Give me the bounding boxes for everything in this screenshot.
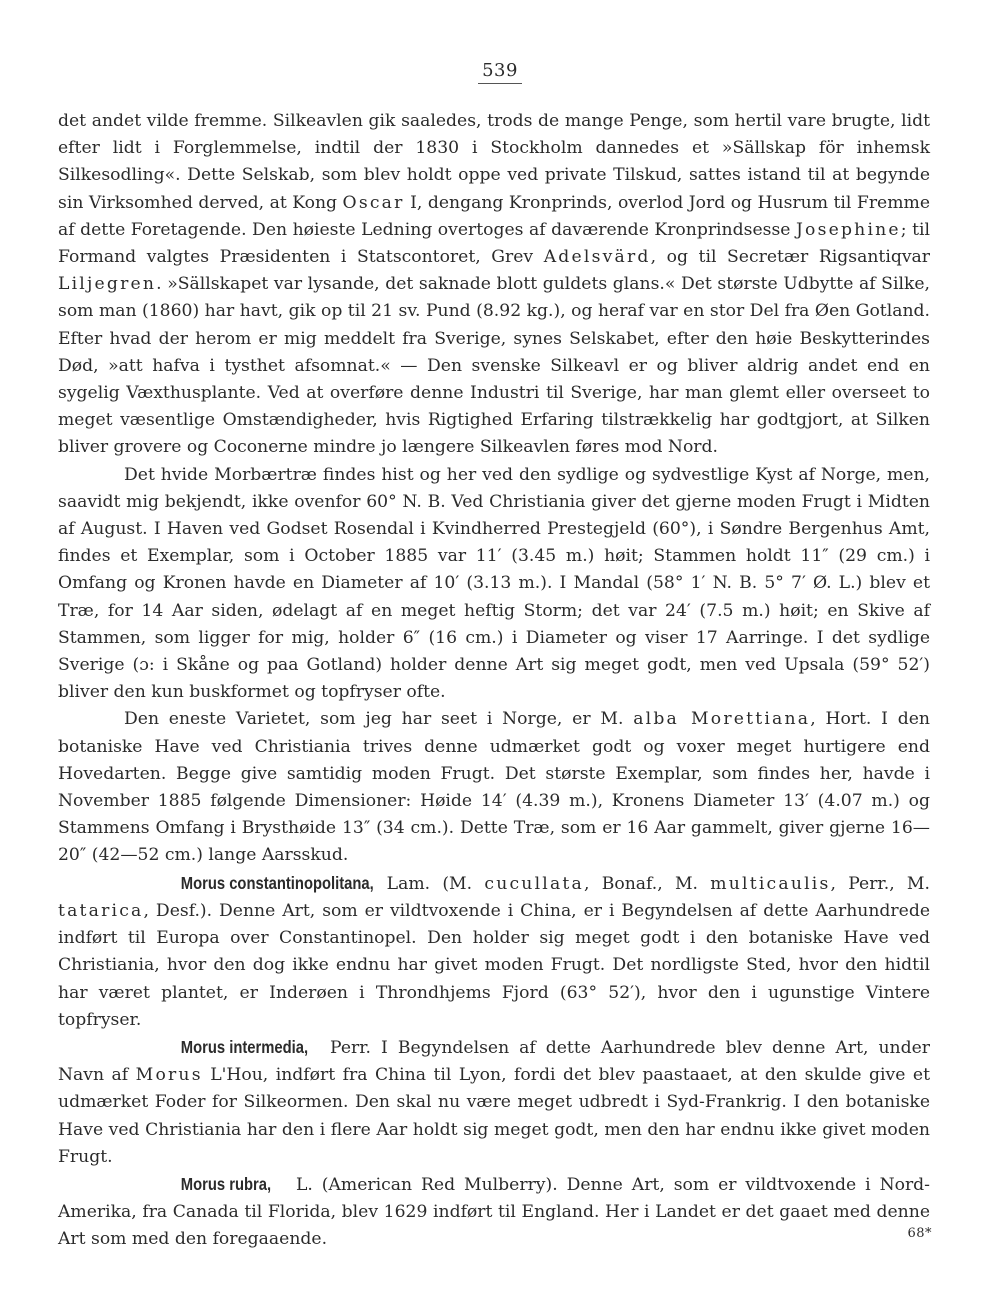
species-heading-rubra: Morus rubra,: [180, 1173, 272, 1194]
spaced-name-multicaulis: multicaulis: [710, 873, 831, 894]
paragraph-morus-constantinopolitana: Morus constantinopolitana, Lam. (M. cucullata, Bonaf., M. multicaulis, Perr., M. tatarica, Desf.). Denne Art, som er vildtvoxende i China, er i Begyndelsen af dette Aarhundrede indført til Europa over Constantinopel. Den holder sig meget godt i den botaniske Have ved Christiania, hvor den dog ikke endnu har givet moden Frugt. Det nordligste Sted, hvor den hidtil har været plantet, er Inderøen i Throndhjems Fjord (63° 52′), hvor den i ugunstige Vintere topfryser.: [58, 870, 930, 1034]
paragraph-variety: Den eneste Varietet, som jeg har seet i Norge, er M. alba Morettiana, Hort. I den botaniske Have ved Christiania trives denne udmærket godt og voxer meget hurtigere end Hovedarten. Begge give samtidig moden Frugt. Det største Exemplar, som findes her, havde i November 1885 følgende Dimensioner: Høide 14′ (4.39 m.), Kronens Diameter 13′ (4.07 m.) og Stammens Omfang i Brysthøide 13″ (34 cm.). Dette Træ, som er 16 Aar gammelt, giver gjerne 16—20″ (42—52 cm.) lange Aarsskud.: [58, 709, 930, 866]
spaced-name-alba-morettiana: alba Morettiana: [633, 709, 811, 730]
paragraph-silk-history: det andet vilde fremme. Silkeavlen gik saaledes, trods de mange Penge, som hertil vare brugte, lidt efter lidt i Forglemmelse, indtil der 1830 i Stockholm dannedes et »Sällskap för inhemsk Silkesodling«. Dette Selskab, som blev holdt oppe ved private Tilskud, sattes istand til at begynde sin Virksomhed derved, at Kong Oscar I, dengang Kronprinds, overlod Jord og Husrum til Fremme af dette Foretagende. Den høieste Ledning overtoges af daværende Kronprindsesse Josephine; til Formand valgtes Præsidenten i Statscontoret, Grev Adelsvärd, og til Secretær Rigsantiqvar Liljegren. »Sällskapet var lysande, det saknade blott guldets glans.« Det største Udbytte af Silke, som man (1860) har havt, gik op til 21 sv. Pund (8.92 kg.), og heraf var en stor Del fra Øen Gotland. Efter hvad der herom er mig meddelt fra Sverige, synes Selskabet, efter den høie Beskytterindes Død, »att hafva i tysthet afsomnat.« — Den svenske Silkeavl er og bliver aldrig andet end en sygelig Væxthusplante. Ved at overføre denne Industri til Sverige, har man glemt eller overseet to meget væsentlige Omstændigheder, hvis Rigtighed Erfaring tilstrækkelig har godtgjort, at Silken bliver grovere og Coconerne mindre jo længere Silkeavlen føres mod Nord.: [58, 111, 931, 458]
species-heading-constantinopolitana: Morus constantinopolitana,: [180, 872, 374, 893]
spaced-name-cucullata: cucullata: [484, 873, 584, 894]
signature-mark: 68*: [907, 1226, 932, 1241]
spaced-name-tatarica: tatarica: [58, 900, 144, 921]
spaced-name-josephine: Josephine: [795, 219, 901, 240]
page-number: 539: [0, 60, 1000, 81]
spaced-name-adelsvard: Adelsvärd: [543, 247, 651, 268]
species-heading-intermedia: Morus intermedia,: [180, 1036, 309, 1057]
paragraph-morus-rubra: Morus rubra, L. (American Red Mulberry). Denne Art, som er vildtvoxende i Nord-Amerika, fra Canada til Florida, blev 1629 indført til England. Her i Landet er det gaaet med denne Art som med den foregaaende.: [58, 1171, 930, 1254]
paragraph-morus-intermedia: Morus intermedia, Perr. I Begyndelsen af dette Aarhundrede blev denne Art, under Navn af Morus L'Hou, indført fra China til Lyon, fordi det blev paastaaet, at den skulde give et udmærket Foder for Silkeormen. Den skal nu være meget udbredt i Syd-Frankrig. I den botaniske Have ved Christiania har den i flere Aar holdt sig meget godt, men den har endnu ikke givet moden Frugt.: [58, 1034, 930, 1171]
paragraph-white-mulberry: Det hvide Morbærtræ findes hist og her ved den sydlige og sydvestlige Kyst af Norge, men, saavidt mig bekjendt, ikke ovenfor 60° N. B. Ved Christiania giver det gjerne moden Frugt i Midten af August. I Haven ved Godset Rosendal i Kvindherred Prestegjeld (60°), i Søndre Bergenhus Amt, findes et Exemplar, som i October 1885 var 11′ (3.45 m.) høit; Stammen holdt 11″ (29 cm.) i Omfang og Kronen havde en Diameter af 10′ (3.13 m.). I Mandal (58° 1′ N. B. 5° 7′ Ø. L.) blev et Træ, for 14 Aar siden, ødelagt af en meget heftig Storm; det var 24′ (7.5 m.) høit; en Skive af Stammen, som ligger for mig, holder 6″ (16 cm.) i Diameter og viser 17 Aarringe. I det sydlige Sverige (ɔ: i Skåne og paa Gotland) holder denne Art sig meget godt, men ved Upsala (59° 52′) bliver den kun buskformet og topfryser ofte.: [58, 464, 930, 703]
spaced-name-morus: Morus: [135, 1065, 203, 1086]
spaced-name-oscar: Oscar: [342, 192, 405, 213]
spaced-name-liljegren: Liljegren: [58, 274, 157, 295]
body-text: [58, 108, 930, 1254]
